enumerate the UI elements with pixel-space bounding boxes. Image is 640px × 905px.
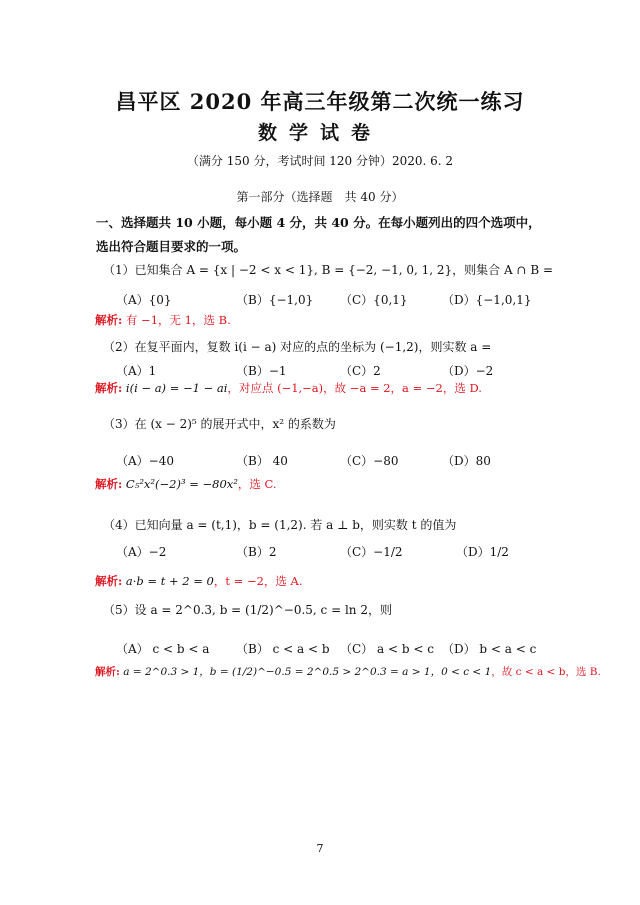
question-1-option-c: （C）{0,1}: [340, 293, 408, 307]
question-1-option-b: （B）{−1,0}: [236, 293, 314, 307]
question-5-option-d: （D） b < a < c: [442, 642, 537, 656]
section-instructions: 一、选择题共 10 小题，每小题 4 分，共 40 分。在每小题列出的四个选项中，选出符合题目要求的一项。: [96, 215, 541, 254]
answer-label: 解析:: [95, 381, 123, 395]
exam-title: 昌平区 2020 年高三年级第二次统一练习: [115, 89, 525, 114]
question-4-stem: （4）已知向量 a = (t,1)，b = (1,2). 若 a ⊥ b，则实数 t 的值为: [103, 518, 457, 532]
question-4-option-b: （B）2: [236, 545, 277, 559]
answer-label: 解析:: [95, 313, 123, 327]
question-5-option-c: （C） a < b < c: [340, 642, 434, 656]
answer-math: i(i − a) = −1 − ai: [125, 381, 228, 395]
question-4-answer: [95, 573, 303, 589]
answer-text: ，选 C.: [237, 477, 277, 491]
question-4-option-a: （A）−2: [116, 545, 167, 559]
exam-subtitle: 数学试卷: [257, 122, 382, 144]
answer-label: 解析:: [95, 477, 123, 491]
question-5-stem: （5）设 a = 2^0.3, b = (1/2)^−0.5, c = ln 2，则: [103, 603, 392, 617]
question-3-stem: （3）在 (x − 2)⁵ 的展开式中，x² 的系数为: [103, 417, 336, 431]
question-2-answer: [95, 380, 482, 396]
question-1-option-d: （D）{−1,0,1}: [442, 293, 532, 307]
question-3-option-d: （D）80: [442, 454, 491, 468]
question-5-answer: [95, 664, 601, 679]
answer-math: a·b = t + 2 = 0: [125, 574, 214, 588]
answer-label: 解析:: [95, 574, 123, 588]
answer-text: ，对应点 (−1,−a)，故 −a = 2，a = −2，选 D.: [227, 381, 482, 395]
question-5-option-b: （B） c < a < b: [236, 642, 330, 656]
section-heading: 第一部分（选择题 共 40 分）: [236, 190, 404, 204]
answer-text: ，t = −2，选 A.: [213, 574, 303, 588]
question-3-option-b: （B） 40: [236, 454, 288, 468]
question-3-option-c: （C）−80: [340, 454, 399, 468]
question-1-answer: [95, 312, 231, 328]
question-2-option-d: （D）−2: [442, 364, 494, 378]
question-2-option-c: （C）2: [340, 364, 381, 378]
answer-math: a = 2^0.3 > 1，b = (1/2)^−0.5 = 2^0.5 > 2^0.3 = a > 1，0 < c < 1: [123, 666, 492, 678]
question-4-option-d: （D）1/2: [456, 545, 509, 559]
exam-info: （满分 150 分，考试时间 120 分钟）2020. 6. 2: [186, 154, 454, 168]
question-2-stem: （2）在复平面内，复数 i(i − a) 对应的点的坐标为 (−1,2)，则实数 a =: [103, 340, 492, 354]
question-2-option-b: （B）−1: [236, 364, 287, 378]
question-3-option-a: （A）−40: [116, 454, 174, 468]
page-number: 7: [316, 842, 324, 855]
answer-label: 解析:: [95, 666, 120, 678]
question-2-option-a: （A）1: [116, 364, 157, 378]
question-4-option-c: （C）−1/2: [340, 545, 403, 559]
question-3-answer: [95, 476, 277, 492]
answer-math: C₅²x²(−2)³ = −80x²: [125, 477, 238, 491]
answer-text: 有 −1，无 1，选 B.: [125, 313, 231, 327]
question-1-stem: （1）已知集合 A = {x | −2 < x < 1}, B = {−2, −1, 0, 1, 2}，则集合 A ∩ B =: [103, 263, 554, 277]
question-5-option-a: （A） c < b < a: [116, 642, 210, 656]
question-1-option-a: （A）{0}: [116, 293, 172, 307]
answer-text: ，故 c < a < b，选 B.: [491, 666, 601, 678]
